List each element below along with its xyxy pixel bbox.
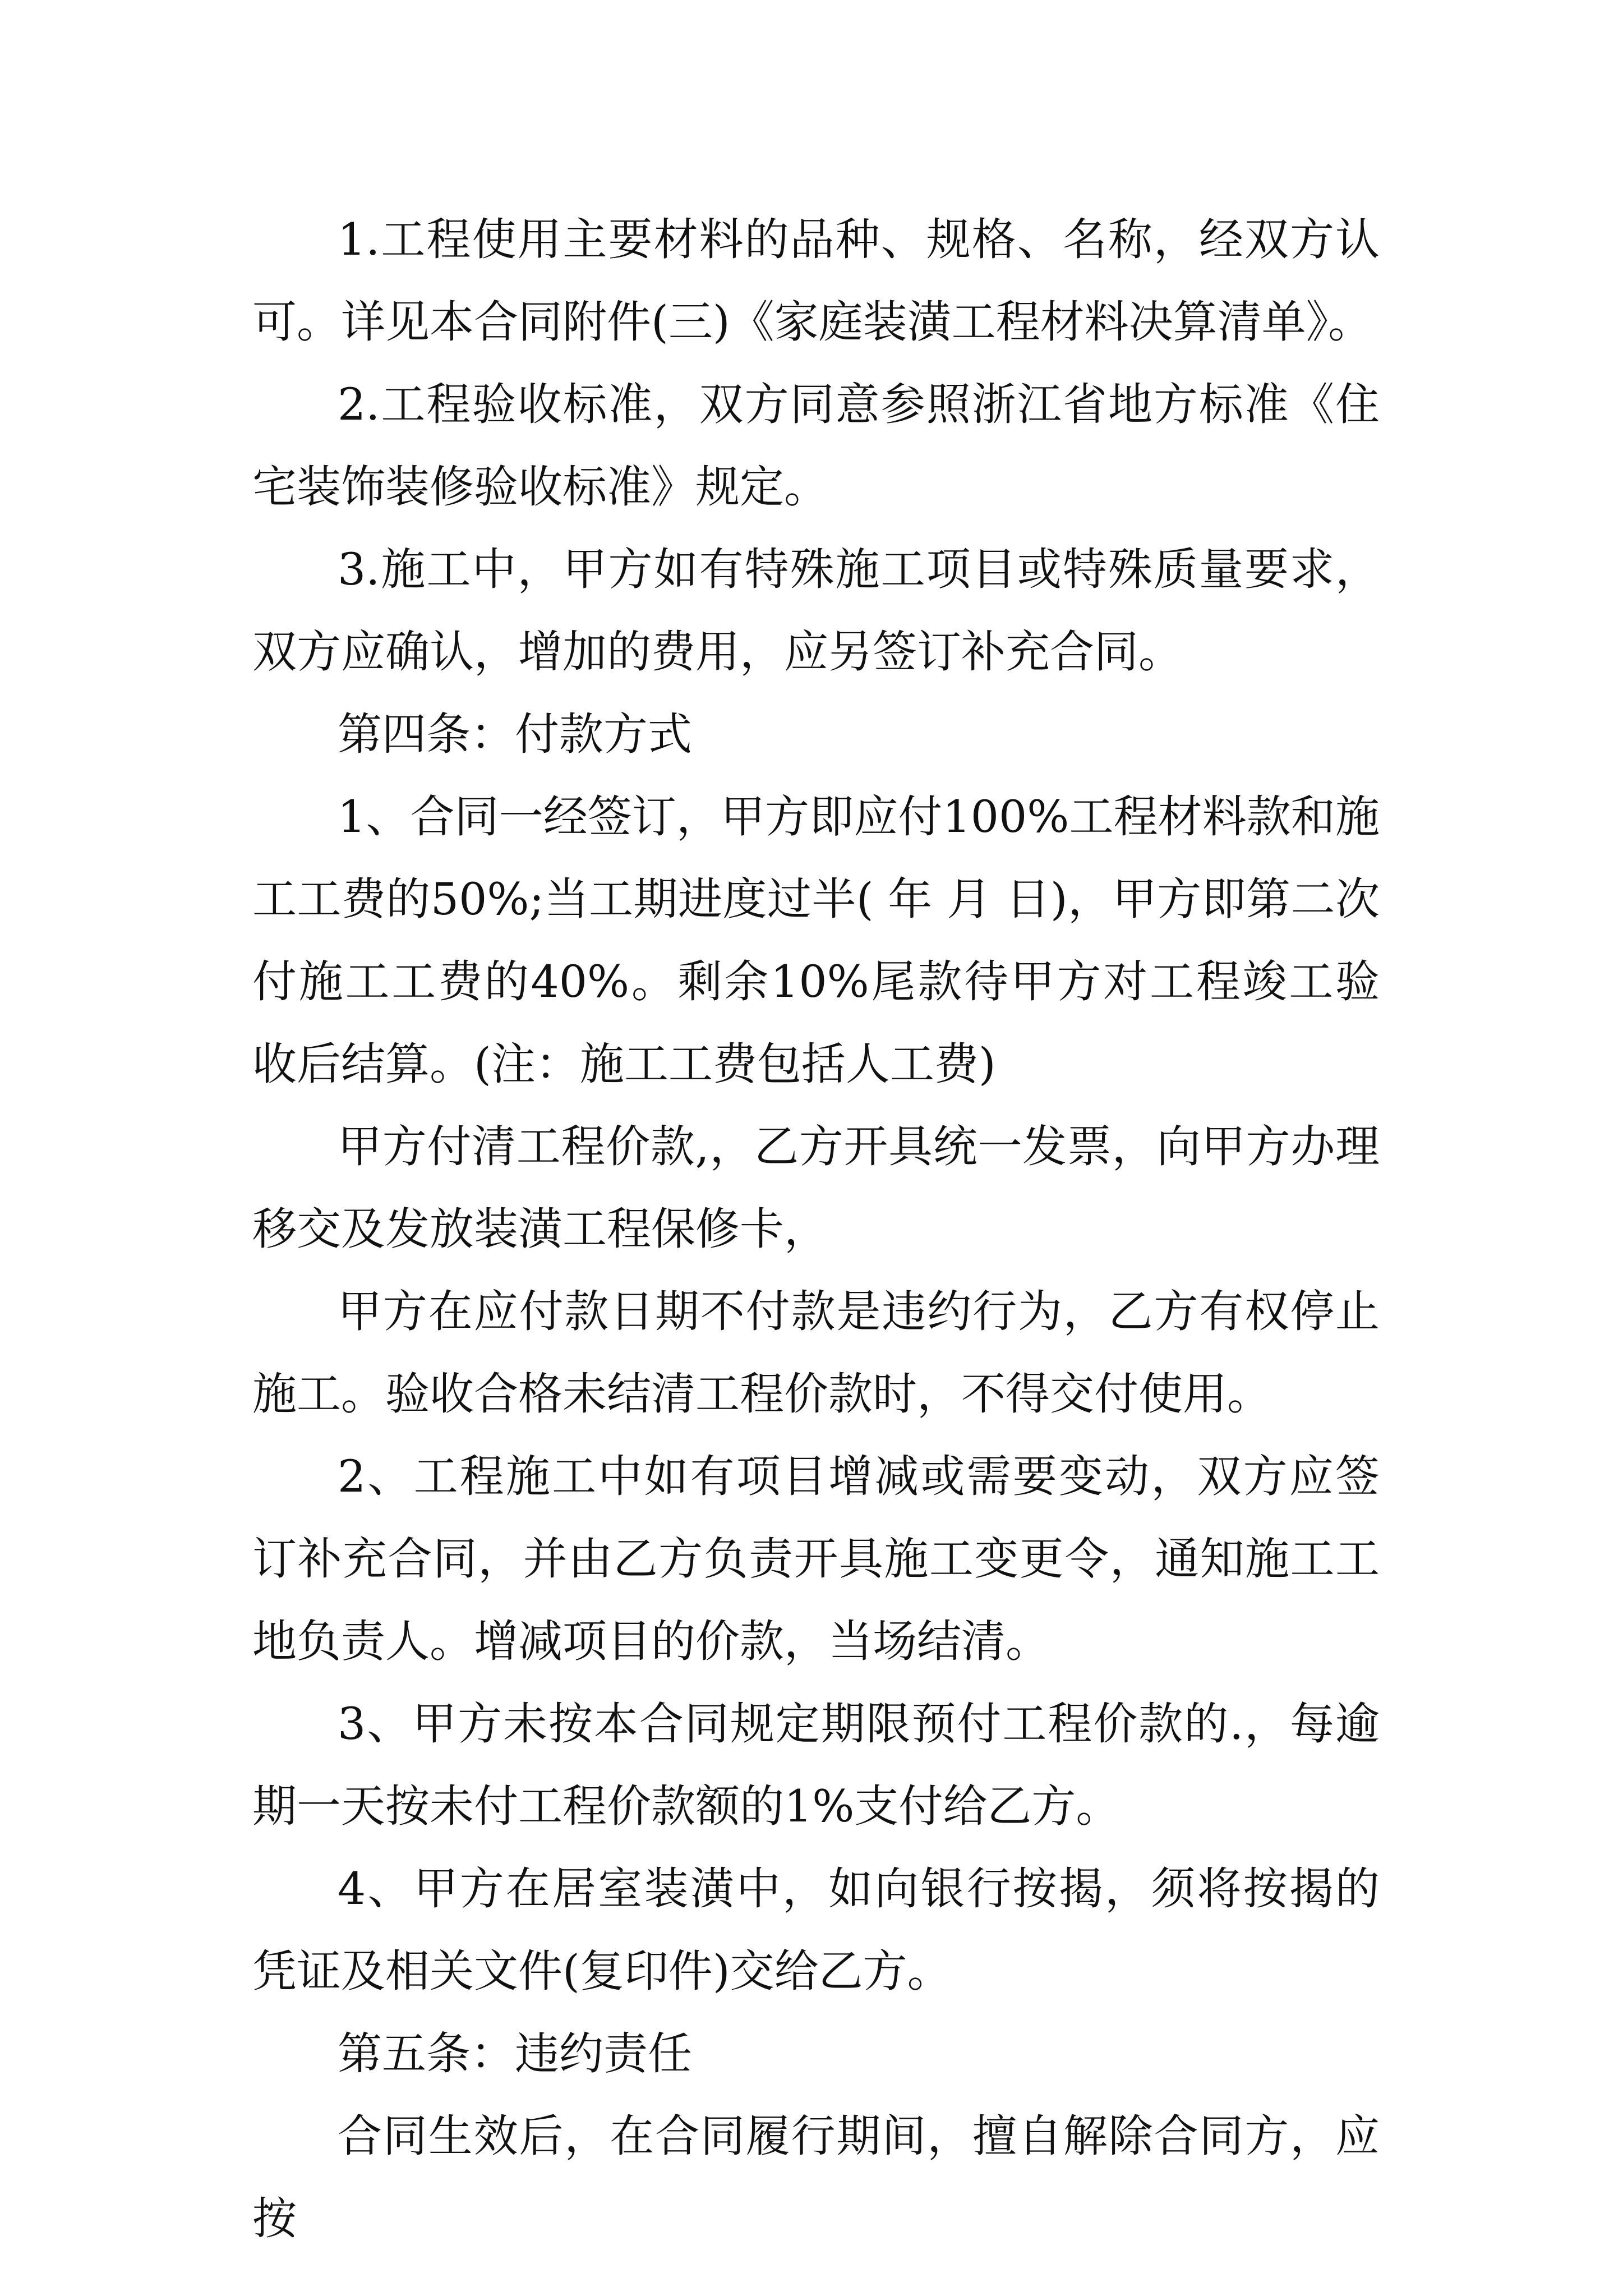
clause-acceptance-standard: 2.工程验收标准，双方同意参照浙江省地方标准《住宅装饰装修验收标准》规定。 <box>252 379 1380 513</box>
clause-special-requirements: 3.施工中，甲方如有特殊施工项目或特殊质量要求，双方应确认，增加的费用，应另签订补充合同。 <box>252 544 1380 678</box>
clause-late-payment-stop: 甲方在应付款日期不付款是违约行为，乙方有权停止施工。验收合格未结清工程价款时，不得交付使用。 <box>252 1286 1380 1420</box>
clause-breach-termination: 合同生效后，在合同履行期间，擅自解除合同方，应按 <box>252 2110 1380 2244</box>
section-heading-liability: 第五条：违约责任 <box>338 2028 692 2079</box>
clause-payment-schedule: 1、合同一经签订，甲方即应付100%工程材料款和施工工费的50%;当工期进度过半( 年 月 日)，甲方即第二次付施工工费的40%。剩余10%尾款待甲方对工程竣工验收后结算。(注：施工工费包括人工费) <box>252 791 1380 1090</box>
clause-invoice-handover: 甲方付清工程价款,，乙方开具统一发票，向甲方办理移交及发放装潢工程保修卡， <box>252 1121 1380 1255</box>
clause-materials: 1.工程使用主要材料的品种、规格、名称，经双方认可。详见本合同附件(三)《家庭装潢工程材料决算清单》。 <box>252 214 1380 348</box>
section-heading-payment: 第四条：付款方式 <box>338 708 692 760</box>
clause-change-orders: 2、工程施工中如有项目增减或需要变动，双方应签订补充合同，并由乙方负责开具施工变更令，通知施工工地负责人。增减项目的价款，当场结清。 <box>252 1451 1380 1667</box>
document-body <box>252 199 1380 2260</box>
clause-overdue-penalty: 3、甲方未按本合同规定期限预付工程价款的.，每逾期一天按未付工程价款额的1%支付给乙方。 <box>252 1698 1380 1832</box>
clause-mortgage-documents: 4、甲方在居室装潢中，如向银行按揭，须将按揭的凭证及相关文件(复印件)交给乙方。 <box>252 1863 1380 1997</box>
